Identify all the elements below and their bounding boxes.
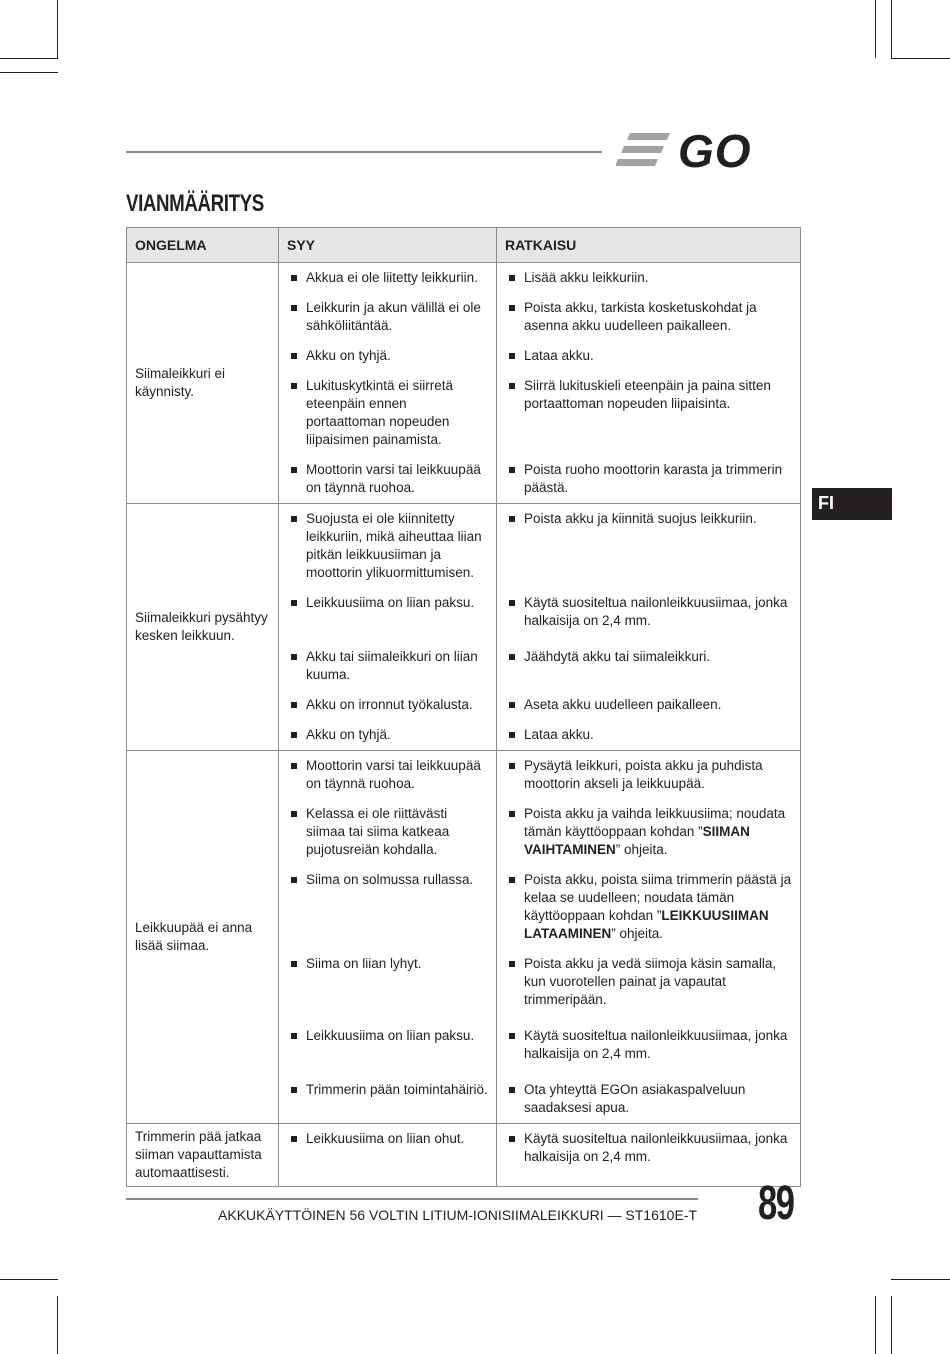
solution-cell: Poista ruoho moottorin karasta ja trimmerin päästä. <box>497 455 801 504</box>
bullet-icon <box>509 961 515 967</box>
solution-cell: Ota yhteyttä EGOn asiakaspalveluun saadaksesi apua. <box>497 1075 801 1124</box>
bullet-icon <box>291 732 297 738</box>
bullet-icon <box>291 1033 297 1039</box>
header-cause: SYY <box>279 228 497 263</box>
crop-mark <box>57 1296 58 1354</box>
cause-cell: Kelassa ei ole riittävästi siimaa tai siima katkeaa pujotusreiän kohdalla. <box>279 799 497 865</box>
solution-cell: Jäähdytä akku tai siimaleikkuri. <box>497 642 801 690</box>
bullet-icon <box>291 383 297 389</box>
cause-cell: Siima on solmussa rullassa. <box>279 865 497 949</box>
bullet-icon <box>509 353 515 359</box>
crop-mark <box>891 58 950 59</box>
table-row <box>127 1124 801 1187</box>
bullet-icon <box>291 1087 297 1093</box>
footer-rule <box>126 1198 698 1200</box>
crop-mark <box>0 1279 58 1280</box>
cause-cell: Moottorin varsi tai leikkuupää on täynnä ruohoa. <box>279 455 497 504</box>
problem-cell: Trimmerin pää jatkaa siiman vapauttamista automaattisesti. <box>127 1124 279 1187</box>
cause-cell: Akku on tyhjä. <box>279 341 497 371</box>
bullet-icon <box>509 467 515 473</box>
crop-mark <box>891 1279 950 1280</box>
solution-cell: Poista akku, tarkista kosketuskohdat ja asenna akku uudelleen paikalleen. <box>497 293 801 341</box>
bullet-icon <box>291 961 297 967</box>
crop-mark <box>891 0 892 58</box>
bullet-icon <box>291 305 297 311</box>
solution-cell: Poista akku, poista siima trimmerin päästä ja kelaa se uudelleen; noudata tämän käyttöoppaan kohdan ”LEIKKUUSIIMAN LATAAMINEN” ohjeita. <box>497 865 801 949</box>
bullet-icon <box>509 600 515 606</box>
header-rule <box>126 151 602 153</box>
bullet-icon <box>291 516 297 522</box>
table-row <box>127 504 801 589</box>
problem-cell: Siimaleikkuri ei käynnisty. <box>127 263 279 504</box>
bullet-icon <box>509 654 515 660</box>
cause-cell: Siima on liian lyhyt. <box>279 949 497 1021</box>
solution-cell: Pysäytä leikkuri, poista akku ja puhdista moottorin akseli ja leikkuupää. <box>497 751 801 800</box>
solution-cell: Lataa akku. <box>497 720 801 751</box>
solution-cell: Lataa akku. <box>497 341 801 371</box>
table-header-row <box>127 228 801 263</box>
cause-cell: Akku tai siimaleikkuri on liian kuuma. <box>279 642 497 690</box>
cause-cell: Akku on tyhjä. <box>279 720 497 751</box>
cause-cell: Moottorin varsi tai leikkuupää on täynnä ruohoa. <box>279 751 497 800</box>
bullet-icon <box>509 275 515 281</box>
crop-mark <box>0 58 58 59</box>
cause-cell: Leikkurin ja akun välillä ei ole sähköliitäntää. <box>279 293 497 341</box>
cause-cell: Leikkuusiima on liian paksu. <box>279 588 497 642</box>
bullet-icon <box>291 600 297 606</box>
cause-cell: Akkua ei ole liitetty leikkuriin. <box>279 263 497 294</box>
header-problem: ONGELMA <box>127 228 279 263</box>
bullet-icon <box>291 353 297 359</box>
bullet-icon <box>291 702 297 708</box>
solution-cell: Aseta akku uudelleen paikalleen. <box>497 690 801 720</box>
header-solution: RATKAISU <box>497 228 801 263</box>
bullet-icon <box>509 877 515 883</box>
solution-cell: Lisää akku leikkuriin. <box>497 263 801 294</box>
bullet-icon <box>509 516 515 522</box>
solution-cell: Poista akku ja kiinnitä suojus leikkuriin. <box>497 504 801 589</box>
language-tab: FI <box>812 488 892 520</box>
bullet-icon <box>509 732 515 738</box>
problem-cell: Leikkuupää ei anna lisää siimaa. <box>127 751 279 1124</box>
cause-cell: Suojusta ei ole kiinnitetty leikkuriin, mikä aiheuttaa liian pitkän leikkuusiiman ja moottorin ylikuormittumisen. <box>279 504 497 589</box>
table-row <box>127 751 801 800</box>
footer-product-title: AKKUKÄYTTÖINEN 56 VOLTIN LITIUM-IONISIIMALEIKKURI — ST1610E-T <box>218 1207 697 1223</box>
crop-mark <box>875 1296 876 1354</box>
bullet-icon <box>509 1033 515 1039</box>
cause-cell: Trimmerin pään toimintahäiriö. <box>279 1075 497 1124</box>
bullet-icon <box>509 702 515 708</box>
bullet-icon <box>291 654 297 660</box>
troubleshooting-table <box>126 227 801 1187</box>
solution-cell: Käytä suositeltua nailonleikkuusiimaa, jonka halkaisija on 2,4 mm. <box>497 588 801 642</box>
bullet-icon <box>291 811 297 817</box>
crop-mark <box>891 1296 892 1354</box>
solution-cell: Poista akku ja vaihda leikkuusiima; noudata tämän käyttöoppaan kohdan ”SIIMAN VAIHTAMINEN” ohjeita. <box>497 799 801 865</box>
crop-mark <box>875 0 876 58</box>
cause-cell: Leikkuusiima on liian ohut. <box>279 1124 497 1187</box>
crop-mark <box>0 72 58 73</box>
solution-cell: Siirrä lukituskieli eteenpäin ja paina sitten portaattoman nopeuden liipaisinta. <box>497 371 801 455</box>
table-row <box>127 263 801 294</box>
bullet-icon <box>509 383 515 389</box>
cause-cell: Leikkuusiima on liian paksu. <box>279 1021 497 1075</box>
page-number: 89 <box>758 1177 794 1230</box>
problem-cell: Siimaleikkuri pysähtyy kesken leikkuun. <box>127 504 279 751</box>
bullet-icon <box>509 1087 515 1093</box>
solution-cell: Käytä suositeltua nailonleikkuusiimaa, jonka halkaisija on 2,4 mm. <box>497 1124 801 1187</box>
bullet-icon <box>509 305 515 311</box>
bullet-icon <box>291 763 297 769</box>
cause-cell: Lukituskytkintä ei siirretä eteenpäin ennen portaattoman nopeuden liipaisimen painamista. <box>279 371 497 455</box>
bullet-icon <box>291 877 297 883</box>
bullet-icon <box>291 467 297 473</box>
bullet-icon <box>509 1136 515 1142</box>
crop-mark <box>57 0 58 58</box>
bullet-icon <box>291 275 297 281</box>
bullet-icon <box>509 763 515 769</box>
bullet-icon <box>509 811 515 817</box>
ego-logo <box>616 128 800 177</box>
svg-text:GO: GO <box>678 128 752 172</box>
cause-cell: Akku on irronnut työkalusta. <box>279 690 497 720</box>
solution-cell: Käytä suositeltua nailonleikkuusiimaa, jonka halkaisija on 2,4 mm. <box>497 1021 801 1075</box>
bullet-icon <box>291 1136 297 1142</box>
ego-logo-icon <box>616 128 800 172</box>
solution-cell: Poista akku ja vedä siimoja käsin samalla, kun vuorotellen painat ja vapautat trimmeripään. <box>497 949 801 1021</box>
page-title: VIANMÄÄRITYS <box>126 190 264 217</box>
